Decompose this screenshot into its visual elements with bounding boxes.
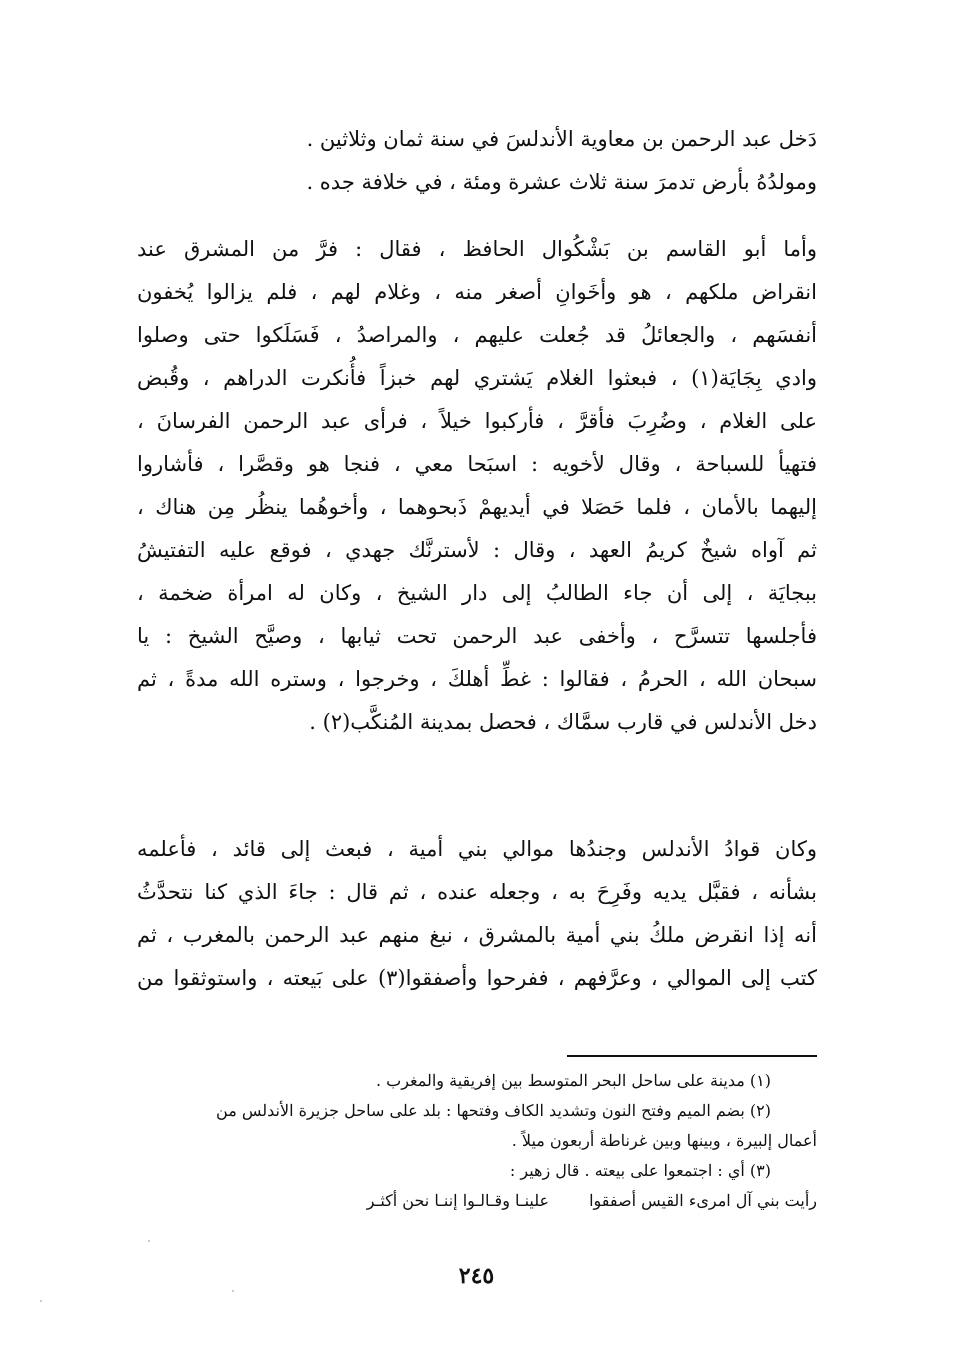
text-line: أنه إذا انقرض ملكُ بني أمية بالمشرق ، نبغ منهم عبد الرحمن بالمغرب ، ثم <box>137 923 817 947</box>
text-line: ومولدُهُ بأرض تدمرَ سنة ثلاث عشرة ومئة ، في خلافة جده . <box>306 170 817 194</box>
poetry-verse <box>137 1186 817 1216</box>
verse-hemistich-1: رأيت بني آل امرىء القيس أصفقوا <box>589 1191 817 1210</box>
text-line: فأجلسها تتسرَّح ، وأخفى عبد الرحمن تحت ثيابها ، وصيَّح الشيخ : يا <box>137 624 817 648</box>
text-line: فتهيأ للسباحة ، وقال لأخويه : اسبَحا معي ، فنجا هو وقصَّرا ، فأشاروا <box>137 452 817 476</box>
text-line: دَخل عبد الرحمن بن معاوية الأندلسَ في سنة ثمان وثلاثين . <box>306 127 817 151</box>
text-line: وكان قوادُ الأندلس وجندُها موالي بني أمية ، فبعث إلى قائد ، فأعلمه <box>137 837 817 861</box>
text-line: ثم آواه شيخٌ كريمُ العهد ، وقال : لأسترنَّك جهدي ، فوقع عليه التفتيشُ <box>137 538 817 562</box>
text-line: بشأنه ، فقبَّل يديه وفَرِحَ به ، وجعله عنده ، ثم قال : جاءَ الذي كنا نتحدَّثُ <box>137 880 817 904</box>
page-number: ٢٤٥ <box>458 1263 495 1289</box>
scan-speck <box>148 1240 150 1242</box>
verse-hemistich-2: علينـا وقـالـوا إننـا نحن أكثـر <box>366 1191 550 1210</box>
text-line: إليهما بالأمان ، فلما حَصَلا في أيديهمْ ذَبحوهما ، وأخوهُما ينظُر مِن هناك ، <box>137 495 817 519</box>
text-line: دخل الأندلس في قارب سمَّاك ، فحصل بمدينة المُنكَّب(٢) . <box>309 710 817 734</box>
paragraph-2 <box>137 228 817 744</box>
text-line: انقراض ملكهم ، هو وأخَوانِ أصغر منه ، وغلام لهم ، فلم يزالوا يُخفون <box>137 280 817 304</box>
text-line: وأما أبو القاسم بن بَشْكُوال الحافظ ، فقال : فرَّ من المشرق عند <box>137 237 817 261</box>
text-line: على الغلام ، وضُرِبَ فأقرَّ ، فأركبوا خيلاً ، فرأى عبد الرحمن الفرسانَ ، <box>137 409 817 433</box>
footnote-1: (١) مدينة على ساحل البحر المتوسط بين إفريقية والمغرب . <box>375 1071 771 1090</box>
text-line: سبحان الله ، الحرمُ ، فقالوا : غطِّ أهلكَ ، وخرجوا ، وستره الله مدةً ، ثم <box>137 667 817 691</box>
footnote-separator <box>567 1055 817 1057</box>
text-line: وادي بِجَايَة(١) ، فبعثوا الغلام يَشتري لهم خبزاً فأُنكرت الدراهم ، وقُبض <box>137 366 817 390</box>
text-line: كتب إلى الموالي ، وعرَّفهم ، ففرحوا وأصفقوا(٣) على بَيعته ، واستوثقوا من <box>137 966 817 990</box>
footnote-3: (٣) أي : اجتمعوا على بيعته . قال زهير : <box>509 1161 771 1180</box>
text-line: أنفسَهم ، والجعائلُ قد جُعلت عليهم ، والمراصدُ ، فَسَلَكوا حتى وصلوا <box>137 323 817 347</box>
footnote-2-continued: أعمال إلبيرة ، وبينها وبين غرناطة أربعون ميلاً . <box>511 1131 817 1150</box>
scan-speck <box>40 1300 42 1302</box>
footnotes <box>137 1066 817 1216</box>
scan-speck <box>232 1290 234 1292</box>
footnote-2: (٢) بضم الميم وفتح النون وتشديد الكاف وفتحها : بلد على ساحل جزيرة الأندلس من <box>216 1101 771 1120</box>
text-line: ببجايَة ، إلى أن جاء الطالبُ إلى دار الشيخ ، وكان له امرأة ضخمة ، <box>137 581 817 605</box>
paragraph-1 <box>137 118 817 204</box>
paragraph-3 <box>137 828 817 1000</box>
